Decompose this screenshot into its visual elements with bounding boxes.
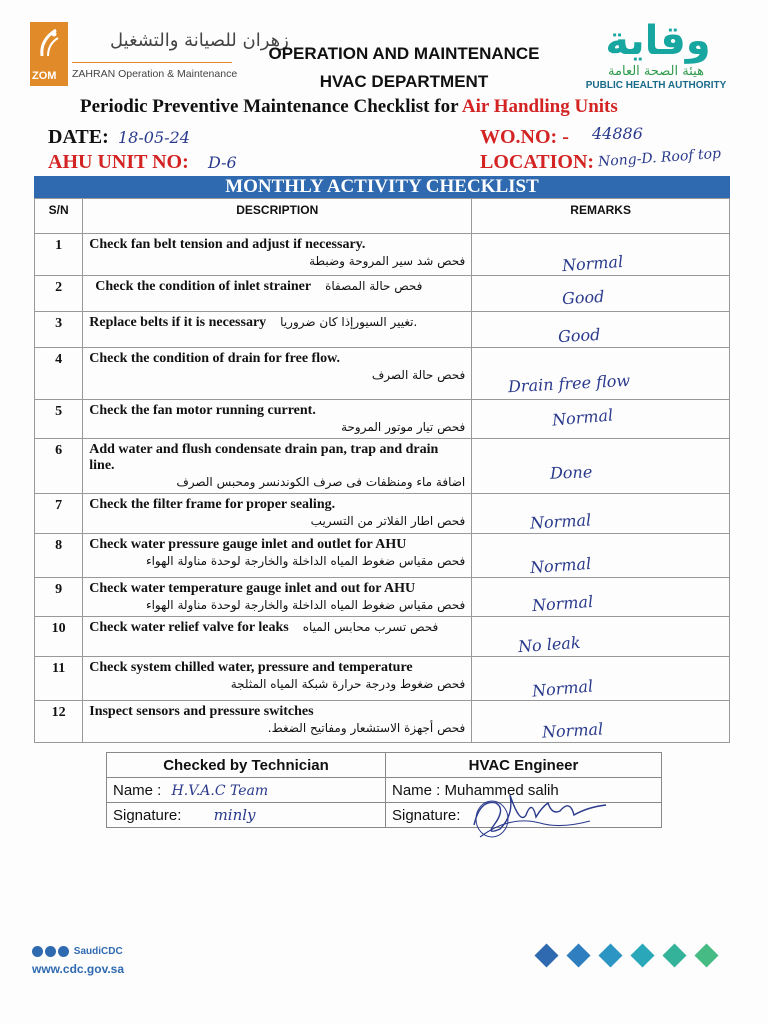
description-english: Check system chilled water, pressure and temperature	[89, 660, 413, 675]
description-english: Check the filter frame for proper sealing.	[89, 497, 336, 512]
row-serial-number: 3	[35, 312, 83, 348]
date-label: DATE:	[48, 126, 109, 148]
linkedin-icon[interactable]	[58, 946, 69, 957]
description-english: Check water pressure gauge inlet and outlet for AHU	[89, 537, 407, 552]
zom-divider	[72, 62, 232, 63]
technician-signature-cell	[107, 803, 386, 828]
description-arabic: تغيير السيورإذا كان ضروريا.	[280, 315, 418, 329]
row-remarks	[472, 701, 730, 743]
row-remarks	[472, 494, 730, 534]
checklist-row	[35, 494, 730, 534]
checklist-row	[35, 534, 730, 578]
wo-value: 44886	[592, 124, 643, 143]
description-english: Check the condition of inlet strainer	[95, 279, 312, 294]
checklist-row	[35, 400, 730, 439]
checklist-row	[35, 348, 730, 400]
checklist-banner: MONTHLY ACTIVITY CHECKLIST	[34, 176, 730, 198]
diamond-shape	[598, 943, 622, 967]
description-arabic: فحص تسرب محابس المياه	[302, 620, 439, 634]
social-handle: SaudiCDC	[73, 946, 123, 958]
diamond-shape	[566, 943, 590, 967]
row-serial-number: 7	[35, 494, 83, 534]
description-english: Check the fan motor running current.	[89, 403, 316, 418]
pha-english-name: PUBLIC HEALTH AUTHORITY	[585, 80, 727, 91]
technician-header: Checked by Technician	[107, 753, 386, 778]
ahu-unit-label: AHU UNIT NO:	[48, 151, 189, 173]
zom-logo-mark	[30, 22, 68, 86]
column-header-remarks: REMARKS	[472, 199, 730, 234]
remark-value: Good	[561, 286, 606, 309]
ahu-unit-value: D-6	[208, 153, 237, 172]
description-arabic: فحص حالة المصفاة	[325, 279, 423, 293]
technician-name-cell	[107, 778, 386, 803]
checklist-row	[35, 617, 730, 657]
location-value: Nong-D. Roof top	[597, 145, 722, 171]
description-english: Check water relief valve for leaks	[89, 620, 289, 635]
diamond-shape	[694, 943, 718, 967]
checklist-table	[34, 198, 730, 743]
row-serial-number: 4	[35, 348, 83, 400]
title-line-2: HVAC DEPARTMENT	[319, 72, 489, 91]
remark-value: Normal	[529, 510, 592, 533]
row-serial-number: 1	[35, 234, 83, 276]
remark-value: Normal	[551, 405, 615, 430]
twitter-icon[interactable]	[32, 946, 43, 957]
row-description	[83, 439, 472, 494]
checklist-body	[35, 234, 730, 743]
description-english: Inspect sensors and pressure switches	[89, 704, 314, 719]
description-arabic: فحص حالة الصرف	[371, 368, 466, 382]
row-serial-number: 8	[35, 534, 83, 578]
checklist-row	[35, 657, 730, 701]
row-remarks	[472, 617, 730, 657]
diamond-shape	[662, 943, 686, 967]
engineer-signature-label: Signature:	[392, 806, 461, 824]
date-value: 18-05-24	[118, 128, 190, 147]
subtitle-highlight: Air Handling Units	[461, 96, 618, 117]
zom-logo	[30, 22, 289, 86]
row-serial-number: 5	[35, 400, 83, 439]
row-serial-number: 10	[35, 617, 83, 657]
zom-arabic-name: زهران للصيانة والتشغيل	[110, 30, 289, 51]
row-serial-number: 2	[35, 276, 83, 312]
checklist-row	[35, 276, 730, 312]
description-arabic: فحص مقياس ضغوط المياه الداخلة والخارجة لوحدة مناولة الهواء	[145, 598, 466, 612]
description-arabic: فحص أجهزة الاستشعار ومفاتيح الضغط.	[267, 721, 466, 735]
row-description	[83, 276, 472, 312]
checklist-row	[35, 578, 730, 617]
remark-value: No leak	[517, 632, 582, 657]
signoff-table	[106, 752, 662, 828]
checklist-row	[35, 312, 730, 348]
remark-value: Done	[549, 462, 593, 483]
row-description	[83, 534, 472, 578]
row-remarks	[472, 276, 730, 312]
pha-logo	[568, 20, 748, 92]
zom-short-name: ZOM	[32, 70, 57, 82]
remark-value: Normal	[529, 553, 592, 578]
engineer-name-cell: Name : Muhammed salih	[386, 778, 662, 803]
engineer-header: HVAC Engineer	[386, 753, 662, 778]
remark-value: Normal	[531, 676, 595, 701]
technician-signature-label: Signature:	[113, 807, 182, 824]
row-description	[83, 578, 472, 617]
checklist-row	[35, 234, 730, 276]
location-label: LOCATION:	[480, 151, 595, 173]
row-serial-number: 9	[35, 578, 83, 617]
remark-value: Normal	[541, 719, 604, 742]
description-english: Add water and flush condensate drain pan, trap and drain line.	[89, 442, 439, 473]
row-description	[83, 701, 472, 743]
description-arabic: اضافة ماء ومنظفات فى صرف الكوندنسر ومحبس الصرف	[176, 475, 466, 489]
description-english: Check water temperature gauge inlet and out for AHU	[89, 581, 416, 596]
row-serial-number: 11	[35, 657, 83, 701]
row-remarks	[472, 234, 730, 276]
row-remarks	[472, 578, 730, 617]
technician-name-value: H.V.A.C Team	[171, 782, 269, 799]
row-serial-number: 6	[35, 439, 83, 494]
wo-label: WO.NO: -	[480, 126, 569, 148]
column-header-sn: S/N	[35, 199, 83, 234]
row-description	[83, 657, 472, 701]
row-description	[83, 348, 472, 400]
remark-value: Normal	[531, 591, 594, 616]
title-line-1: OPERATION AND MAINTENANCE	[268, 44, 540, 63]
description-arabic: فحص شد سير المروحة وضبطة	[309, 254, 466, 268]
footer-social	[32, 946, 123, 957]
description-arabic: فحص تيار موتور المروحة	[341, 420, 466, 434]
row-remarks	[472, 400, 730, 439]
checklist-row	[35, 439, 730, 494]
row-remarks	[472, 657, 730, 701]
row-serial-number: 12	[35, 701, 83, 743]
checklist-subtitle	[80, 96, 700, 118]
subtitle-prefix: Periodic Preventive Maintenance Checklist for	[80, 96, 462, 117]
checklist-row	[35, 701, 730, 743]
description-arabic: فحص اطار الفلاتر من التسريب	[310, 514, 466, 528]
row-description	[83, 494, 472, 534]
remark-value: Normal	[561, 251, 624, 276]
remark-value: Good	[557, 324, 602, 347]
technician-name-label: Name :	[113, 781, 162, 799]
zom-english-name: ZAHRAN Operation & Maintenance	[72, 68, 238, 80]
footer-url[interactable]: www.cdc.gov.sa	[32, 962, 125, 976]
row-description	[83, 312, 472, 348]
row-remarks	[472, 348, 730, 400]
row-description	[83, 234, 472, 276]
row-remarks	[472, 439, 730, 494]
decorative-diamonds	[530, 942, 740, 972]
engineer-signature	[470, 785, 610, 847]
row-remarks	[472, 312, 730, 348]
checklist-header-row	[35, 199, 730, 234]
row-description	[83, 400, 472, 439]
description-arabic: فحص ضغوط ودرجة حرارة شبكة المياه المثلجة	[230, 677, 466, 691]
remark-value: Drain free flow	[507, 370, 631, 397]
document-title	[248, 40, 560, 96]
description-english: Replace belts if it is necessary	[89, 315, 267, 330]
swirl-icon	[36, 26, 62, 62]
description-arabic: فحص مقياس ضغوط المياه الداخلة والخارجة لوحدة مناولة الهواء	[145, 554, 466, 568]
technician-signature: minly	[213, 806, 256, 824]
engineer-signature-cell	[386, 803, 662, 828]
pha-arabic-name: هيئة الصحة العامة	[608, 64, 704, 79]
pha-logo-wordmark: وقاية	[605, 18, 711, 64]
row-remarks	[472, 534, 730, 578]
column-header-description: DESCRIPTION	[83, 199, 472, 234]
diamond-shape	[630, 943, 654, 967]
description-english: Check fan belt tension and adjust if necessary.	[89, 237, 366, 252]
diamond-shape	[534, 943, 558, 967]
row-description	[83, 617, 472, 657]
description-english: Check the condition of drain for free flow.	[89, 351, 340, 366]
instagram-icon[interactable]	[45, 946, 56, 957]
